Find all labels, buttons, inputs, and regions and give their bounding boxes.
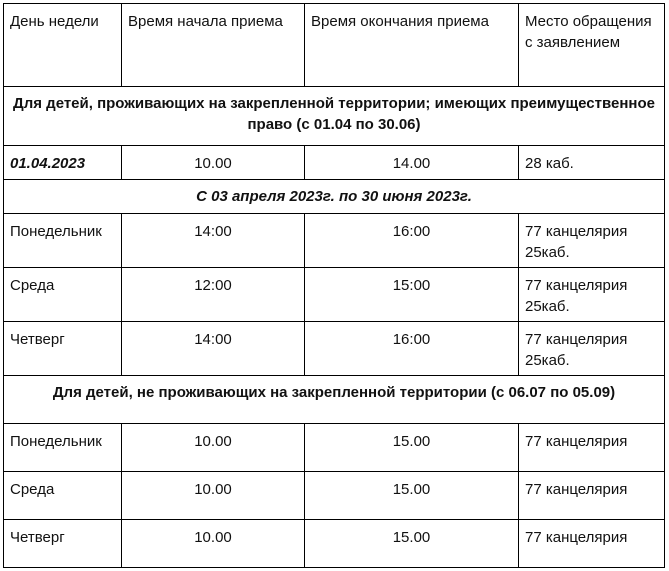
section-title-row [4, 180, 665, 214]
header-start: Время начала приема [122, 4, 305, 87]
start-cell: 10.00 [122, 520, 305, 568]
table-row [4, 424, 665, 472]
section-title-row [4, 87, 665, 146]
end-cell: 14.00 [305, 146, 519, 180]
section-title: С 03 апреля 2023г. по 30 июня 2023г. [4, 180, 665, 214]
start-cell: 10.00 [122, 146, 305, 180]
end-cell: 15:00 [305, 268, 519, 322]
table-row [4, 472, 665, 520]
day-cell: Среда [4, 268, 122, 322]
start-cell: 14:00 [122, 322, 305, 376]
table-row [4, 268, 665, 322]
place-cell: 77 канцелярия [519, 472, 665, 520]
start-cell: 14:00 [122, 214, 305, 268]
end-cell: 16:00 [305, 214, 519, 268]
header-day: День недели [4, 4, 122, 87]
section-title: Для детей, не проживающих на закрепленной территории (с 06.07 по 05.09) [4, 376, 665, 424]
header-place: Место обращения с заявлением [519, 4, 665, 87]
day-cell: Понедельник [4, 214, 122, 268]
day-cell: Четверг [4, 322, 122, 376]
start-cell: 12:00 [122, 268, 305, 322]
day-cell: 01.04.2023 [4, 146, 122, 180]
place-cell: 77 канцелярия 25каб. [519, 322, 665, 376]
start-cell: 10.00 [122, 424, 305, 472]
end-cell: 15.00 [305, 472, 519, 520]
place-cell: 77 канцелярия 25каб. [519, 214, 665, 268]
schedule-table [3, 3, 665, 568]
table-row [4, 214, 665, 268]
table-row [4, 322, 665, 376]
start-cell: 10.00 [122, 472, 305, 520]
header-end: Время окончания приема [305, 4, 519, 87]
day-cell: Понедельник [4, 424, 122, 472]
table-row [4, 520, 665, 568]
day-cell: Четверг [4, 520, 122, 568]
place-cell: 77 канцелярия 25каб. [519, 268, 665, 322]
place-cell: 77 канцелярия [519, 520, 665, 568]
section-title: Для детей, проживающих на закрепленной территории; имеющих преимущественное право (с 01.04 по 30.06) [4, 87, 665, 146]
day-cell: Среда [4, 472, 122, 520]
end-cell: 16:00 [305, 322, 519, 376]
end-cell: 15.00 [305, 424, 519, 472]
place-cell: 77 канцелярия [519, 424, 665, 472]
place-cell: 28 каб. [519, 146, 665, 180]
table-row [4, 146, 665, 180]
end-cell: 15.00 [305, 520, 519, 568]
header-row [4, 4, 665, 87]
section-title-row [4, 376, 665, 424]
